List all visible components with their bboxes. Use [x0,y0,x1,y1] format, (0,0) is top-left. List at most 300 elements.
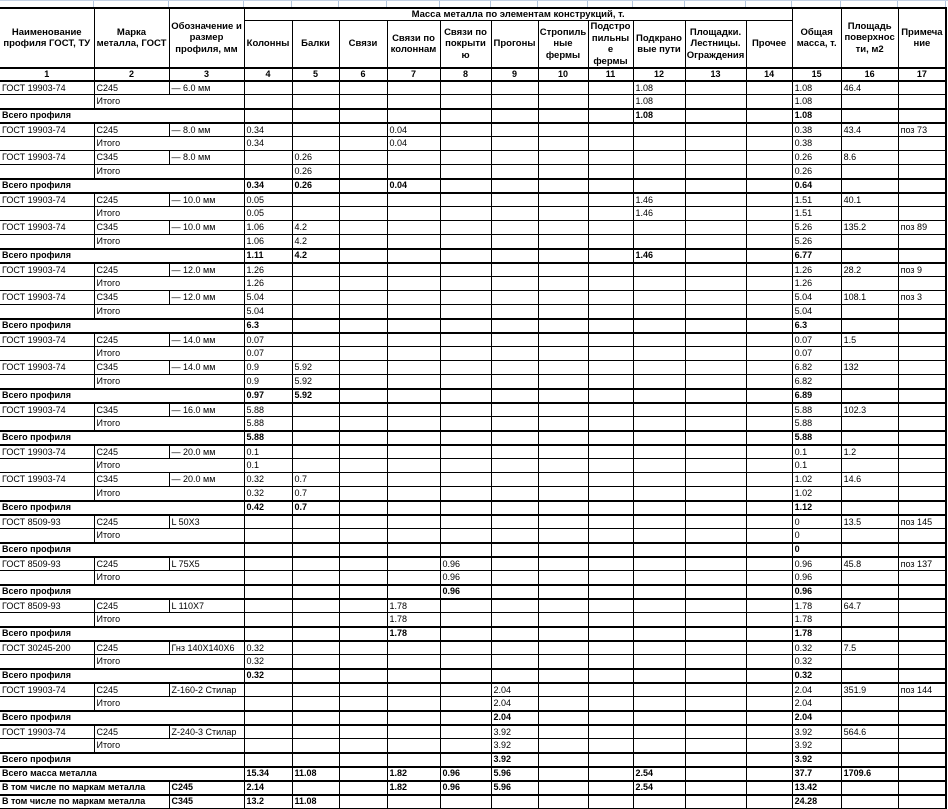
cell-value[interactable] [339,431,387,445]
cell-value[interactable] [746,305,792,319]
column-number-cell[interactable]: 1 [0,68,94,81]
header-other[interactable]: Прочее [746,21,792,68]
cell-value[interactable]: 6.3 [244,319,292,333]
cell-profile-size[interactable]: — 6.0 мм [169,81,244,95]
cell-value[interactable] [633,375,685,389]
cell-value[interactable]: 6.3 [792,319,841,333]
cell-value[interactable] [292,347,339,361]
cell-value[interactable] [538,641,588,655]
cell-value[interactable]: 0 [792,529,841,543]
cell-value[interactable] [685,669,746,683]
cell-value[interactable]: 1.51 [792,207,841,221]
cell-empty[interactable] [0,487,94,501]
cell-value[interactable] [339,557,387,571]
cell-value[interactable] [746,431,792,445]
cell-value[interactable] [898,655,946,669]
cell-value[interactable] [685,795,746,809]
cell-value[interactable] [588,543,633,557]
cell-empty[interactable] [0,277,94,291]
cell-profile-name[interactable]: ГОСТ 8509-93 [0,515,94,529]
cell-value[interactable] [387,151,440,165]
cell-value[interactable] [588,319,633,333]
cell-empty[interactable] [0,347,94,361]
cell-value[interactable]: 8.6 [841,151,898,165]
cell-value[interactable] [538,165,588,179]
cell-value[interactable]: 1.08 [792,109,841,123]
cell-value[interactable] [841,235,898,249]
cell-value[interactable] [841,655,898,669]
cell-value[interactable] [746,613,792,627]
cell-value[interactable] [491,669,538,683]
cell-value[interactable] [841,697,898,711]
cell-value[interactable] [898,137,946,151]
cell-profile-name[interactable]: ГОСТ 8509-93 [0,557,94,571]
cell-value[interactable] [633,739,685,753]
cell-value[interactable] [387,725,440,739]
cell-value[interactable] [339,515,387,529]
cell-value[interactable] [633,277,685,291]
cell-value[interactable] [746,697,792,711]
cell-profile-name[interactable]: ГОСТ 8509-93 [0,599,94,613]
cell-value[interactable] [685,515,746,529]
cell-value[interactable] [538,305,588,319]
cell-value[interactable] [841,613,898,627]
cell-value[interactable] [538,487,588,501]
cell-value[interactable]: 28.2 [841,263,898,277]
cell-value[interactable] [841,137,898,151]
cell-value[interactable] [588,613,633,627]
cell-value[interactable]: 5.04 [244,291,292,305]
cell-value[interactable] [746,277,792,291]
cell-value[interactable] [588,739,633,753]
cell-profile-total-label[interactable]: Всего профиля [0,319,244,333]
cell-value[interactable]: 1.02 [792,487,841,501]
cell-value[interactable]: 11.08 [292,767,339,781]
cell-value[interactable]: 6.77 [792,249,841,263]
cell-metal-grade[interactable]: С245 [94,515,169,529]
cell-value[interactable] [746,515,792,529]
cell-value[interactable] [491,515,538,529]
cell-value[interactable] [633,711,685,725]
cell-value[interactable]: 0 [792,515,841,529]
cell-value[interactable] [746,725,792,739]
cell-value[interactable] [746,669,792,683]
header-platforms[interactable]: Площадки. Лестницы. Ограждения [685,21,746,68]
cell-value[interactable] [685,403,746,417]
cell-value[interactable]: 0.26 [792,165,841,179]
cell-value[interactable] [841,431,898,445]
cell-value[interactable] [898,459,946,473]
cell-value[interactable] [339,627,387,641]
cell-value[interactable] [746,543,792,557]
cell-value[interactable] [633,725,685,739]
cell-profile-name[interactable]: ГОСТ 19903-74 [0,81,94,95]
cell-value[interactable] [538,529,588,543]
cell-value[interactable] [292,655,339,669]
cell-value[interactable]: 0.96 [792,585,841,599]
cell-value[interactable] [491,319,538,333]
cell-metal-grade[interactable]: С245 [94,81,169,95]
cell-empty[interactable] [0,613,94,627]
cell-value[interactable] [841,781,898,795]
cell-value[interactable] [588,165,633,179]
cell-value[interactable] [491,249,538,263]
cell-value[interactable] [538,431,588,445]
cell-value[interactable] [898,361,946,375]
cell-value[interactable]: 1.2 [841,445,898,459]
column-number-cell[interactable]: 11 [588,68,633,81]
cell-value[interactable] [244,739,292,753]
cell-value[interactable]: поз 73 [898,123,946,137]
cell-value[interactable]: 6.82 [792,375,841,389]
cell-value[interactable] [588,753,633,767]
cell-value[interactable] [685,557,746,571]
cell-subtotal-label[interactable]: Итого [94,655,244,669]
cell-value[interactable]: 1.11 [244,249,292,263]
cell-metal-grade[interactable]: С345 [94,221,169,235]
cell-value[interactable] [746,109,792,123]
cell-value[interactable] [746,137,792,151]
cell-value[interactable] [292,403,339,417]
cell-value[interactable] [898,627,946,641]
cell-value[interactable]: 1.78 [387,627,440,641]
cell-value[interactable]: 1.08 [633,81,685,95]
cell-value[interactable] [491,193,538,207]
cell-profile-name[interactable]: ГОСТ 19903-74 [0,403,94,417]
cell-value[interactable] [588,333,633,347]
cell-value[interactable] [746,445,792,459]
cell-value[interactable]: 2.14 [244,781,292,795]
cell-value[interactable]: 0.07 [792,347,841,361]
cell-value[interactable] [685,319,746,333]
cell-value[interactable] [746,151,792,165]
cell-value[interactable] [387,473,440,487]
cell-value[interactable]: 5.26 [792,221,841,235]
cell-value[interactable] [387,109,440,123]
cell-value[interactable] [898,767,946,781]
cell-subtotal-label[interactable]: Итого [94,347,244,361]
cell-value[interactable] [746,235,792,249]
cell-value[interactable] [440,613,491,627]
cell-value[interactable]: 0.32 [244,669,292,683]
cell-value[interactable]: 0.7 [292,473,339,487]
cell-value[interactable] [685,599,746,613]
cell-value[interactable] [588,235,633,249]
cell-value[interactable] [633,445,685,459]
cell-value[interactable] [538,655,588,669]
cell-value[interactable] [387,375,440,389]
cell-value[interactable] [440,291,491,305]
cell-value[interactable] [538,291,588,305]
cell-value[interactable] [292,431,339,445]
cell-value[interactable] [588,683,633,697]
cell-metal-grade[interactable]: С345 [169,795,244,809]
cell-value[interactable] [339,445,387,459]
cell-value[interactable] [440,445,491,459]
cell-value[interactable] [387,655,440,669]
header-profile-name[interactable]: Наименование профиля ГОСТ, ТУ [0,8,94,68]
cell-profile-name[interactable]: ГОСТ 19903-74 [0,333,94,347]
cell-value[interactable]: 0.32 [244,641,292,655]
cell-value[interactable] [491,445,538,459]
cell-value[interactable] [440,683,491,697]
cell-value[interactable]: 0.9 [244,375,292,389]
cell-value[interactable]: 1.46 [633,249,685,263]
cell-value[interactable] [588,81,633,95]
cell-value[interactable] [440,389,491,403]
cell-value[interactable] [588,417,633,431]
cell-value[interactable] [538,795,588,809]
cell-value[interactable] [898,165,946,179]
cell-value[interactable] [898,487,946,501]
cell-value[interactable] [538,81,588,95]
cell-value[interactable] [292,627,339,641]
header-sub-trusses[interactable]: Подстропильные фермы [588,21,633,68]
cell-value[interactable] [292,543,339,557]
cell-value[interactable] [746,403,792,417]
cell-value[interactable] [746,473,792,487]
cell-value[interactable] [491,361,538,375]
cell-value[interactable] [685,81,746,95]
cell-value[interactable] [491,137,538,151]
cell-value[interactable]: 1.46 [633,193,685,207]
cell-value[interactable] [685,529,746,543]
cell-value[interactable] [685,263,746,277]
cell-value[interactable] [538,123,588,137]
cell-value[interactable] [440,431,491,445]
cell-value[interactable] [841,669,898,683]
cell-value[interactable] [746,767,792,781]
cell-profile-name[interactable]: ГОСТ 19903-74 [0,445,94,459]
cell-value[interactable]: 0.26 [792,151,841,165]
cell-value[interactable] [633,473,685,487]
cell-value[interactable] [339,193,387,207]
cell-value[interactable] [746,585,792,599]
cell-value[interactable] [491,277,538,291]
cell-value[interactable] [685,473,746,487]
cell-value[interactable] [588,529,633,543]
cell-value[interactable] [633,291,685,305]
cell-value[interactable] [633,165,685,179]
cell-value[interactable] [244,543,292,557]
cell-empty[interactable] [0,305,94,319]
cell-value[interactable] [898,739,946,753]
cell-empty[interactable] [0,739,94,753]
cell-profile-name[interactable]: ГОСТ 30245-200 [0,641,94,655]
cell-value[interactable] [292,333,339,347]
cell-metal-grade[interactable]: С245 [94,123,169,137]
cell-value[interactable] [898,641,946,655]
cell-value[interactable] [588,95,633,109]
cell-value[interactable] [339,263,387,277]
cell-value[interactable]: 0.1 [244,459,292,473]
cell-value[interactable] [491,613,538,627]
cell-value[interactable] [538,221,588,235]
cell-value[interactable] [898,599,946,613]
cell-value[interactable] [746,165,792,179]
cell-value[interactable] [491,123,538,137]
cell-value[interactable] [685,641,746,655]
cell-value[interactable] [292,193,339,207]
cell-value[interactable] [387,333,440,347]
cell-value[interactable]: 3.92 [792,725,841,739]
cell-value[interactable] [685,179,746,193]
cell-value[interactable] [292,557,339,571]
cell-subtotal-label[interactable]: Итого [94,697,244,711]
header-profile-size[interactable]: Обозначение и размер профиля, мм [169,8,244,68]
cell-value[interactable] [633,501,685,515]
cell-value[interactable] [746,319,792,333]
cell-value[interactable]: 0.26 [292,165,339,179]
cell-value[interactable] [440,795,491,809]
cell-value[interactable] [898,95,946,109]
cell-value[interactable] [685,697,746,711]
cell-value[interactable] [538,235,588,249]
cell-value[interactable] [292,599,339,613]
cell-value[interactable] [440,319,491,333]
cell-value[interactable] [841,739,898,753]
cell-value[interactable] [898,81,946,95]
cell-value[interactable] [841,319,898,333]
cell-value[interactable]: 0.96 [792,571,841,585]
header-roof-trusses[interactable]: Стропильные фермы [538,21,588,68]
cell-value[interactable] [685,781,746,795]
cell-metal-grade[interactable]: С245 [94,725,169,739]
cell-value[interactable]: 3.92 [491,753,538,767]
cell-value[interactable] [440,725,491,739]
cell-value[interactable] [440,711,491,725]
cell-value[interactable] [746,599,792,613]
header-note[interactable]: Примечание [898,8,946,68]
cell-value[interactable] [746,571,792,585]
cell-value[interactable] [387,557,440,571]
cell-value[interactable] [588,207,633,221]
cell-value[interactable] [841,501,898,515]
cell-value[interactable] [746,655,792,669]
cell-value[interactable]: 5.88 [792,417,841,431]
cell-value[interactable] [292,417,339,431]
cell-value[interactable] [387,431,440,445]
cell-value[interactable] [538,193,588,207]
cell-value[interactable] [491,109,538,123]
cell-value[interactable] [292,711,339,725]
cell-value[interactable]: поз 144 [898,683,946,697]
cell-value[interactable] [685,655,746,669]
cell-value[interactable]: 0.38 [792,123,841,137]
cell-value[interactable] [292,81,339,95]
cell-value[interactable] [898,613,946,627]
cell-value[interactable] [491,641,538,655]
cell-value[interactable] [841,207,898,221]
cell-value[interactable] [685,767,746,781]
cell-value[interactable] [491,151,538,165]
cell-value[interactable]: 1.46 [633,207,685,221]
cell-value[interactable] [685,585,746,599]
cell-value[interactable] [339,179,387,193]
cell-value[interactable] [685,613,746,627]
cell-value[interactable] [387,543,440,557]
cell-value[interactable] [746,221,792,235]
cell-value[interactable]: 15.34 [244,767,292,781]
cell-value[interactable] [244,753,292,767]
cell-by-grade-label[interactable]: В том числе по маркам металла [0,781,169,795]
cell-value[interactable] [633,487,685,501]
cell-profile-size[interactable]: — 10.0 мм [169,221,244,235]
cell-value[interactable] [491,235,538,249]
cell-profile-size[interactable]: L 50X3 [169,515,244,529]
cell-value[interactable] [339,95,387,109]
cell-value[interactable] [633,753,685,767]
cell-value[interactable] [898,403,946,417]
cell-value[interactable] [387,291,440,305]
cell-value[interactable] [387,711,440,725]
cell-profile-total-label[interactable]: Всего профиля [0,753,244,767]
cell-value[interactable] [898,179,946,193]
cell-value[interactable]: 1.26 [792,263,841,277]
cell-value[interactable] [538,753,588,767]
cell-value[interactable]: 1.26 [244,277,292,291]
cell-value[interactable]: 1.5 [841,333,898,347]
header-roof-braces[interactable]: Связи по покрытию [440,21,491,68]
cell-value[interactable]: 2.04 [491,697,538,711]
cell-value[interactable] [440,697,491,711]
cell-value[interactable] [538,711,588,725]
cell-value[interactable] [538,389,588,403]
cell-profile-name[interactable]: ГОСТ 19903-74 [0,193,94,207]
cell-profile-size[interactable]: Z-240-3 Стилар [169,725,244,739]
cell-value[interactable] [746,333,792,347]
cell-value[interactable]: 0.04 [387,123,440,137]
cell-value[interactable]: 564.6 [841,725,898,739]
cell-value[interactable] [898,725,946,739]
cell-value[interactable] [387,277,440,291]
cell-value[interactable] [244,81,292,95]
cell-value[interactable] [292,571,339,585]
cell-value[interactable] [841,711,898,725]
cell-profile-name[interactable]: ГОСТ 19903-74 [0,473,94,487]
cell-value[interactable]: 1.26 [244,263,292,277]
cell-value[interactable] [387,683,440,697]
cell-value[interactable] [491,795,538,809]
cell-value[interactable] [538,571,588,585]
cell-value[interactable]: 0.05 [244,207,292,221]
cell-value[interactable]: 0.38 [792,137,841,151]
cell-value[interactable] [538,109,588,123]
cell-value[interactable] [244,95,292,109]
cell-value[interactable]: 5.96 [491,781,538,795]
cell-value[interactable] [633,431,685,445]
cell-value[interactable] [633,571,685,585]
cell-value[interactable] [633,459,685,473]
cell-profile-size[interactable]: — 14.0 мм [169,333,244,347]
cell-value[interactable]: поз 9 [898,263,946,277]
cell-value[interactable] [387,81,440,95]
cell-metal-grade[interactable]: С345 [94,403,169,417]
cell-value[interactable] [898,235,946,249]
cell-value[interactable]: 45.8 [841,557,898,571]
cell-value[interactable] [746,81,792,95]
cell-value[interactable] [588,557,633,571]
column-number-cell[interactable]: 5 [292,68,339,81]
cell-value[interactable] [339,137,387,151]
cell-value[interactable] [841,795,898,809]
cell-value[interactable] [746,193,792,207]
cell-empty[interactable] [0,655,94,669]
cell-value[interactable] [633,641,685,655]
cell-value[interactable] [440,277,491,291]
cell-value[interactable] [339,389,387,403]
cell-value[interactable] [491,431,538,445]
